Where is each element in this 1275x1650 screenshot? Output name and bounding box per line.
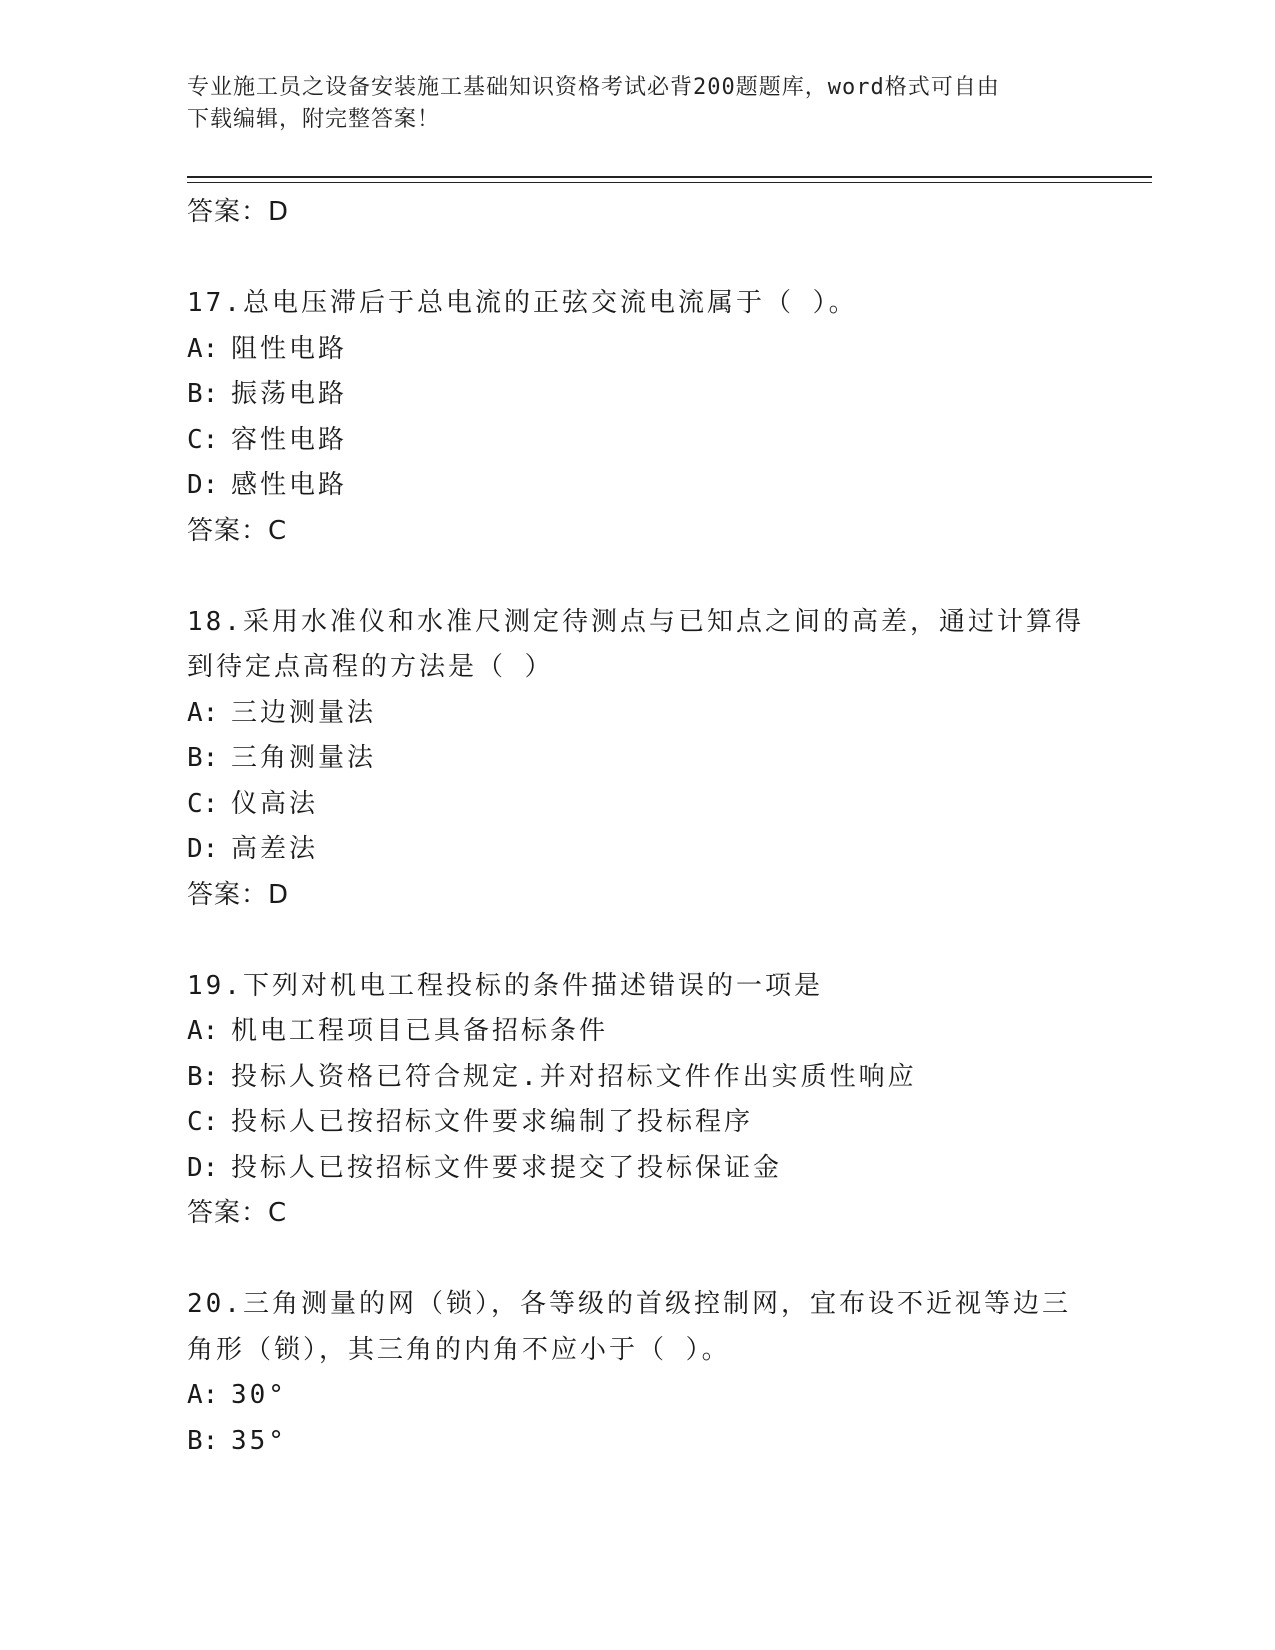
option-b	[187, 1419, 1107, 1465]
option-text: 投标人已按招标文件要求编制了投标程序	[231, 1107, 754, 1137]
question-19	[187, 964, 1107, 1237]
option-text: 三边测量法	[231, 697, 377, 728]
header-title-line-2: 下载编辑，附完整答案！	[187, 107, 441, 132]
option-text: 容性电路	[231, 424, 348, 455]
option-letter: A:	[187, 697, 219, 728]
option-text: 机电工程项目已具备招标条件	[231, 1016, 609, 1046]
question-stem-continued: 角形（锁），其三角的内角不应小于（ ）。	[187, 1334, 731, 1365]
option-c	[187, 1100, 1107, 1146]
option-text: 三角测量法	[231, 743, 377, 773]
option-text: 振荡电路	[231, 379, 348, 409]
answer-line-q16: 答案：D	[187, 197, 290, 227]
option-letter: A:	[187, 333, 219, 364]
document-header	[187, 72, 1067, 136]
option-letter: B:	[187, 1425, 219, 1456]
option-text: 感性电路	[231, 470, 348, 500]
option-c	[187, 418, 1107, 464]
option-letter: B:	[187, 743, 219, 773]
option-d	[187, 1146, 1107, 1192]
option-d	[187, 827, 1107, 873]
spacer	[187, 554, 1107, 600]
question-list	[187, 190, 1107, 1464]
question-stem: 20.三角测量的网（锁），各等级的首级控制网，宜布设不近视等边三	[187, 1289, 1071, 1319]
option-text: 投标人已按招标文件要求提交了投标保证金	[231, 1152, 783, 1183]
question-20	[187, 1282, 1107, 1464]
option-letter: A:	[187, 1016, 219, 1046]
option-text: 仪高法	[231, 788, 319, 819]
option-c	[187, 782, 1107, 828]
option-letter: C:	[187, 424, 219, 455]
option-letter: D:	[187, 1152, 219, 1183]
option-a	[187, 1373, 1107, 1419]
question-stem: 19.下列对机电工程投标的条件描述错误的一项是	[187, 970, 823, 1001]
spacer	[187, 1237, 1107, 1283]
option-text: 投标人资格已符合规定.并对招标文件作出实质性响应	[231, 1061, 917, 1092]
option-letter: B:	[187, 379, 219, 409]
option-text: 35°	[231, 1425, 287, 1456]
question-18	[187, 600, 1107, 919]
option-letter: D:	[187, 834, 219, 864]
option-letter: D:	[187, 470, 219, 500]
spacer	[187, 236, 1107, 282]
answer-line: 答案：C	[187, 1198, 288, 1228]
spacer	[187, 918, 1107, 964]
option-text: 阻性电路	[231, 333, 348, 364]
question-stem-continued: 到待定点高程的方法是（ ）	[187, 652, 554, 682]
option-a	[187, 327, 1107, 373]
header-title-line-1: 专业施工员之设备安装施工基础知识资格考试必背200题题库，word格式可自由	[187, 75, 1000, 100]
option-d	[187, 463, 1107, 509]
option-letter: B:	[187, 1061, 219, 1092]
header-divider-thin	[187, 182, 1152, 183]
option-b	[187, 1055, 1107, 1101]
header-divider-thick	[187, 176, 1152, 178]
option-text: 高差法	[231, 834, 319, 864]
question-stem: 18.采用水准仪和水准尺测定待测点与已知点之间的高差，通过计算得	[187, 606, 1084, 637]
option-letter: C:	[187, 788, 219, 819]
option-b	[187, 372, 1107, 418]
option-letter: A:	[187, 1380, 219, 1410]
answer-line: 答案：D	[187, 879, 290, 910]
question-17	[187, 281, 1107, 554]
option-a	[187, 1009, 1107, 1055]
option-text: 30°	[231, 1380, 287, 1410]
option-letter: C:	[187, 1107, 219, 1137]
answer-line: 答案：C	[187, 515, 288, 546]
option-b	[187, 736, 1107, 782]
option-a	[187, 691, 1107, 737]
question-stem: 17.总电压滞后于总电流的正弦交流电流属于（ ）。	[187, 288, 858, 318]
